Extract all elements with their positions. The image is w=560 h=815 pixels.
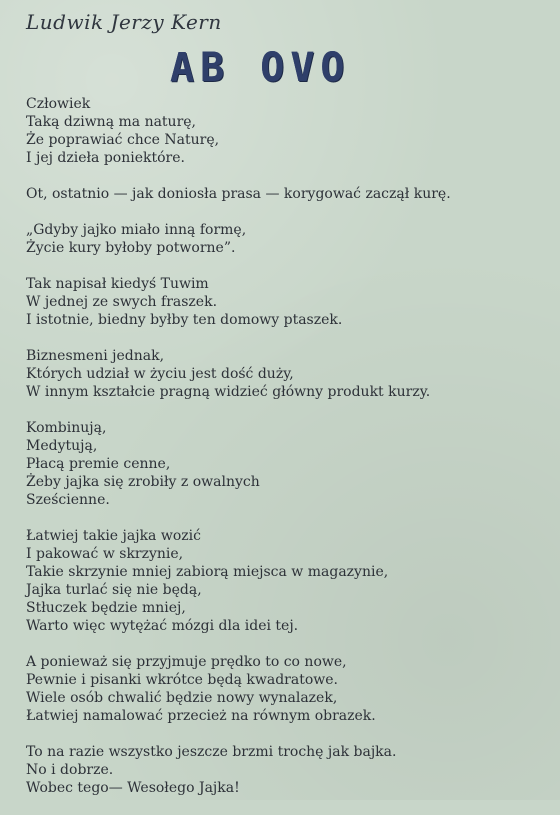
poem-line: A ponieważ się przyjmuje prędko to co nowe,: [26, 654, 347, 670]
poem-line: Żeby jajka się zrobiły z owalnych: [26, 474, 260, 490]
poem-line: Taką dziwną ma naturę,: [26, 114, 196, 130]
poem-line: Wiele osób chwalić będzie nowy wynalazek,: [26, 690, 338, 706]
poem-line: No i dobrze.: [26, 762, 114, 778]
author-byline: Ludwik Jerzy Kern: [26, 10, 222, 34]
poem-line: W jednej ze swych fraszek.: [26, 294, 218, 310]
poem-line: Stłuczek będzie mniej,: [26, 600, 186, 616]
poem-line: Jajka turlać się nie będą,: [26, 582, 202, 598]
poem-line: I pakować w skrzynie,: [26, 546, 184, 562]
poem-line: Sześcienne.: [26, 492, 110, 508]
poem-line: Łatwiej namalować przecież na równym obrazek.: [26, 708, 376, 724]
poem-line: Takie skrzynie mniej zabiorą miejsca w magazynie,: [26, 564, 389, 580]
poem-line: Medytują,: [26, 438, 98, 454]
poem-line: Których udział w życiu jest dość duży,: [26, 366, 294, 382]
poem-title: AB OVO: [170, 45, 351, 91]
stanza-1: [26, 95, 536, 167]
stanza-8: [26, 653, 536, 725]
poem-line: Biznesmeni jednak,: [26, 348, 165, 364]
poem-line: Pewnie i pisanki wkrótce będą kwadratowe.: [26, 672, 338, 688]
poem-line: Ot, ostatnio — jak doniosła prasa — korygować zaczął kurę.: [26, 186, 451, 202]
poem-line: Łatwiej takie jajka wozić: [26, 528, 201, 544]
poem-line: Człowiek: [26, 96, 91, 112]
poem-line: Wobec tego— Wesołego Jajka!: [26, 780, 240, 796]
poem-line: „Gdyby jajko miało inną formę,: [26, 222, 247, 238]
stanza-3: [26, 221, 536, 257]
poem-line: To na razie wszystko jeszcze brzmi trochę jak bajka.: [26, 744, 397, 760]
poem-line: I istotnie, biedny byłby ten domowy ptaszek.: [26, 312, 343, 328]
poem-line: Że poprawiać chce Naturę,: [26, 132, 220, 148]
stanza-6: [26, 419, 536, 509]
stanza-7: [26, 527, 536, 635]
poem-line: Życie kury byłoby potworne”.: [26, 240, 236, 256]
poem-line: Warto więc wytężać mózgi dla idei tej.: [26, 618, 299, 634]
poem-line: W innym kształcie pragną widzieć główny produkt kurzy.: [26, 384, 431, 400]
poem-line: Kombinują,: [26, 420, 107, 436]
poem-line: Płacą premie cenne,: [26, 456, 171, 472]
poem-line: I jej dzieła poniektóre.: [26, 150, 185, 166]
stanza-5: [26, 347, 536, 401]
poem-line: Tak napisał kiedyś Tuwim: [26, 276, 209, 292]
stanza-9: [26, 743, 536, 797]
stanza-2: [26, 185, 536, 203]
poem-body: [26, 95, 536, 815]
stanza-4: [26, 275, 536, 329]
